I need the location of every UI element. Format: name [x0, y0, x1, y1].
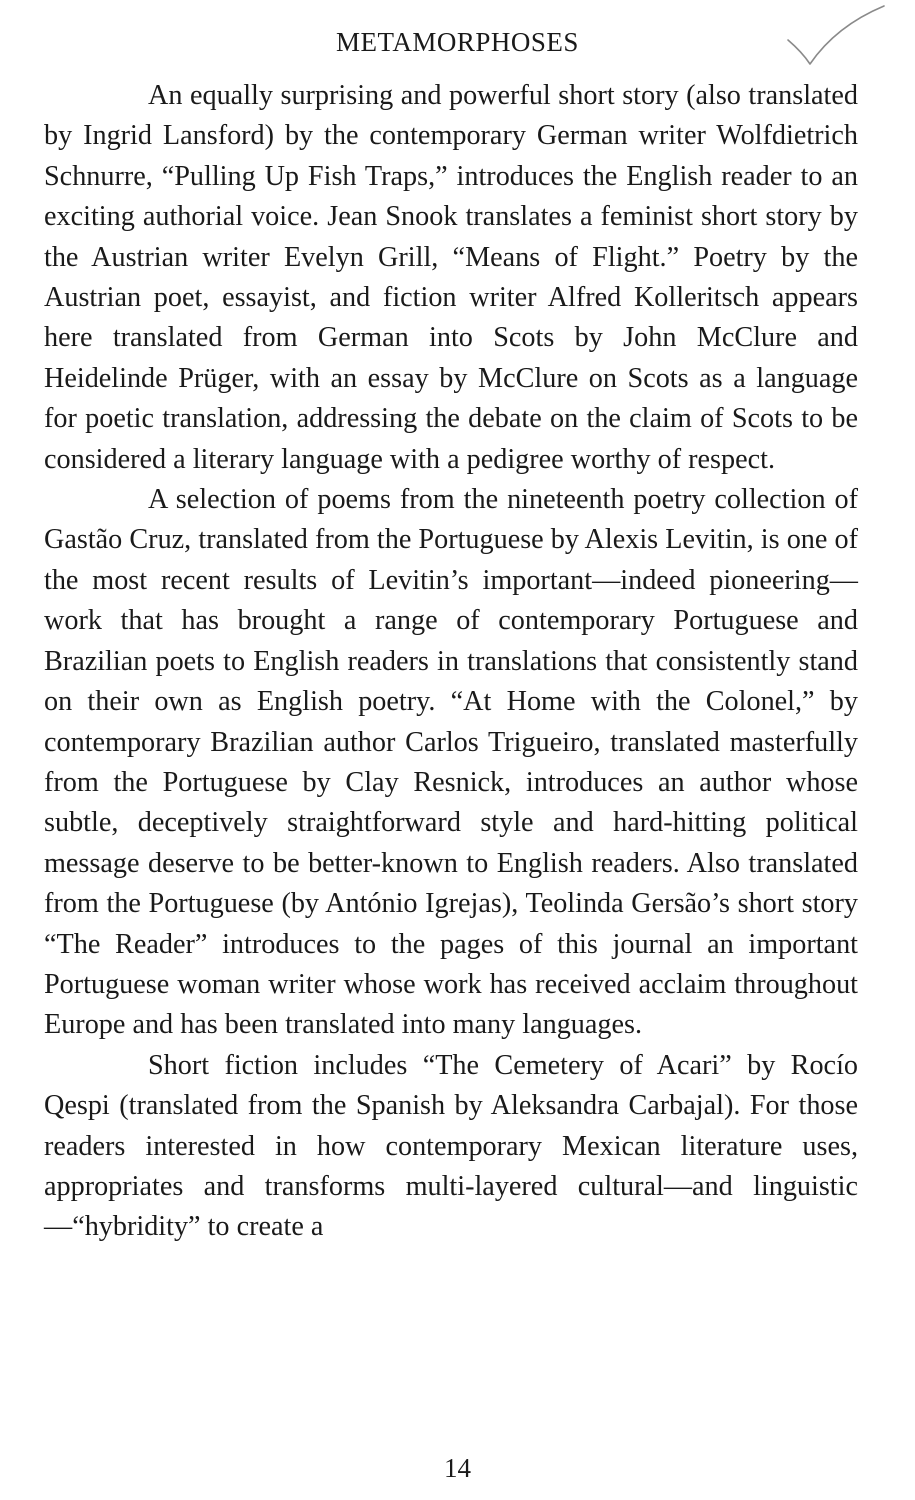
running-title: METAMORPHOSES: [336, 27, 579, 57]
checkmark-icon: [780, 0, 890, 80]
body-text: [44, 76, 858, 1248]
paragraph: Short fiction includes “The Cemetery of Acari” by Rocío Qespi (translated from the Spanish by Aleksandra Carbajal). For those readers interested in how contemporary Mexican literature uses, appropriates and transforms multi-layered cultural—and linguistic—“hybridity” to create a: [44, 1049, 858, 1243]
paragraph: An equally surprising and powerful short story (also translated by Ingrid Lansford) by the contemporary German writer Wolfdietrich Schnurre, “Pulling Up Fish Traps,” introduces the English reader to an exciting authorial voice. Jean Snook translates a feminist short story by the Austrian writer Evelyn Grill, “Means of Flight.” Poetry by the Austrian poet, essayist, and fiction writer Alfred Kolleritsch appears here translated from German into Scots by John McClure and Heidelinde Prüger, with an essay by McClure on Scots as a language for poetic translation, addressing the debate on the claim of Scots to be considered a literary language with a pedigree worthy of respect.: [44, 80, 858, 475]
page-number: 14: [444, 1453, 471, 1483]
paragraph: A selection of poems from the nineteenth poetry collection of Gastão Cruz, translated from the Portuguese by Alexis Levitin, is one of the most recent results of Levitin’s important—indeed pioneering—work that has brought a range of contemporary Portuguese and Brazilian poets to English readers in translations that consistently stand on their own as English poetry. “At Home with the Colonel,” by contemporary Brazilian author Carlos Trigueiro, translated masterfully from the Portuguese by Clay Resnick, introduces an author whose subtle, deceptively straightforward style and hard-hitting political message deserve to be better-known to English readers. Also translated from the Portuguese (by António Igrejas), Teolinda Gersão’s short story “The Reader” introduces to the pages of this journal an important Portuguese woman writer whose work has received acclaim throughout Europe and has been translated into many languages.: [44, 484, 858, 1041]
